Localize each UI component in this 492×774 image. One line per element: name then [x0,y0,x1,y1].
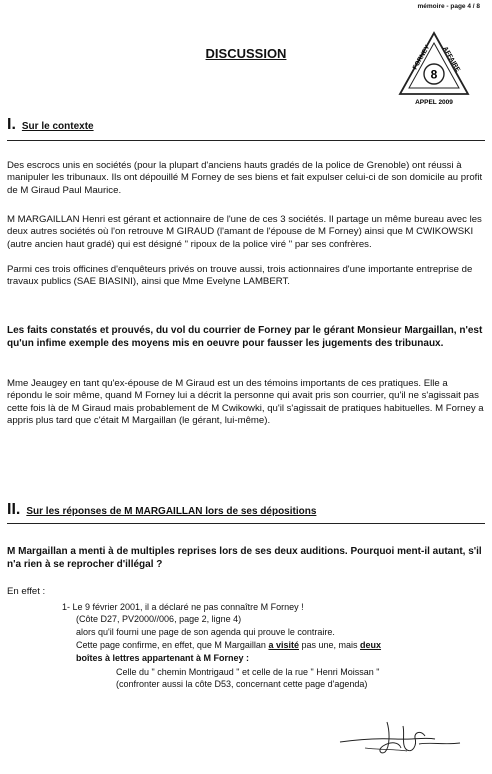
stamp-bottom-text: APPEL 2009 [415,99,453,106]
context-paragraph-1: Des escrocs unis en sociétés (pour la plupart d'anciens hauts gradés de la police de Grenoble) ont réussi à manipuler les tribunaux. Ils ont dépouillé M Forney de ses biens et fait expulser celui-ci de son domicile au profit de M Giraud Paul Maurice. [7,160,483,196]
stamp-number: 8 [430,67,438,82]
item-1-line-5: boîtes à lettres appartenant à M Forney : [76,653,250,663]
en-effet-label: En effet : [7,586,46,597]
item-1-line-7: (confronter aussi la côte D53, concernant cette page d'agenda) [116,679,368,689]
stamp-right-text: AFFAIRE [441,45,462,74]
affaire-stamp [397,30,471,108]
section-1-label: Sur le contexte [21,121,94,132]
item-1-deux-emphasis: deux [360,640,382,650]
section-2-heading [7,501,316,519]
item-1-line-1: 1- Le 9 février 2001, il a déclaré ne pas connaître M Forney ! [62,602,304,612]
context-paragraph-2: M MARGAILLAN Henri est gérant et actionnaire de l'une de ces 3 sociétés. Il partage un même bureau avec les deux autres sociétés où l'on retrouve M GIRAUD (l'amant de l'épouse de M Forney) ainsi que M CWIKOWSKI (autre ancien haut gradé) qui est désigné " ripoux de la police viré " par ses confrères. [7,214,482,250]
item-1-visited-emphasis: a visité [268,640,299,650]
item-1-line-4 [76,640,486,652]
section-2-numeral: II. [7,501,21,518]
item-1-line-3: alors qu'il fourni une page de son agenda qui prouve le contraire. [76,627,335,637]
page-number-label: mémoire - page 4 / 8 [417,3,480,10]
margaillan-lies-paragraph: M Margaillan a menti à de multiples reprises lors de ses deux auditions. Pourquoi ment-il autant, s'il n'a rien à se reprocher d'illégal ? [7,546,482,570]
item-1-line-4-text: Cette page confirme, en effet, que M Margaillan [76,640,269,650]
item-1-line-4-middle: pas une, mais [298,640,361,650]
page-title: DISCUSSION [205,46,287,61]
context-paragraph-5: Mme Jeaugey en tant qu'ex-épouse de M Giraud est un des témoins importants de ces pratiques. Elle a répondu le soir même, quand M Forney lui a décrit la personne qui avait pris son courrier, qu'il ne s'agissait pas cette fois là de M Giraud mais probablement de M Cwikowki, qu'il s'agissait de pratiques habituelles. M Forney a appris plus tard que c'était M Margaillan (le gérant, lui-même). [7,378,484,427]
context-paragraph-4: Les faits constatés et prouvés, du vol du courrier de Forney par le gérant Monsieur Margaillan, n'est qu'un infime exemple des moyens mis en oeuvre pour fausser les jugements des tribunaux. [7,325,483,349]
stamp-top-text: FORNEY [411,44,432,71]
section-1-numeral: I. [7,116,16,133]
item-1-line-6: Celle du " chemin Montrigaud " et celle de la rue " Henri Moissan " [116,667,380,677]
item-1-line-2: (Côte D27, PV2000//006, page 2, ligne 4) [76,614,242,624]
section-2-label: Sur les réponses de M MARGAILLAN lors de ses dépositions [26,506,317,517]
section-1-heading [7,116,94,134]
section-2-divider [7,523,485,524]
context-paragraph-3: Parmi ces trois officines d'enquêteurs privés on trouve aussi, trois actionnaires d'une importante entreprise de travaux publics (SAE BIASINI), ainsi que Mme Evelyne LAMBERT. [7,264,473,288]
section-1-divider [7,140,485,141]
handwritten-signature [335,712,475,757]
